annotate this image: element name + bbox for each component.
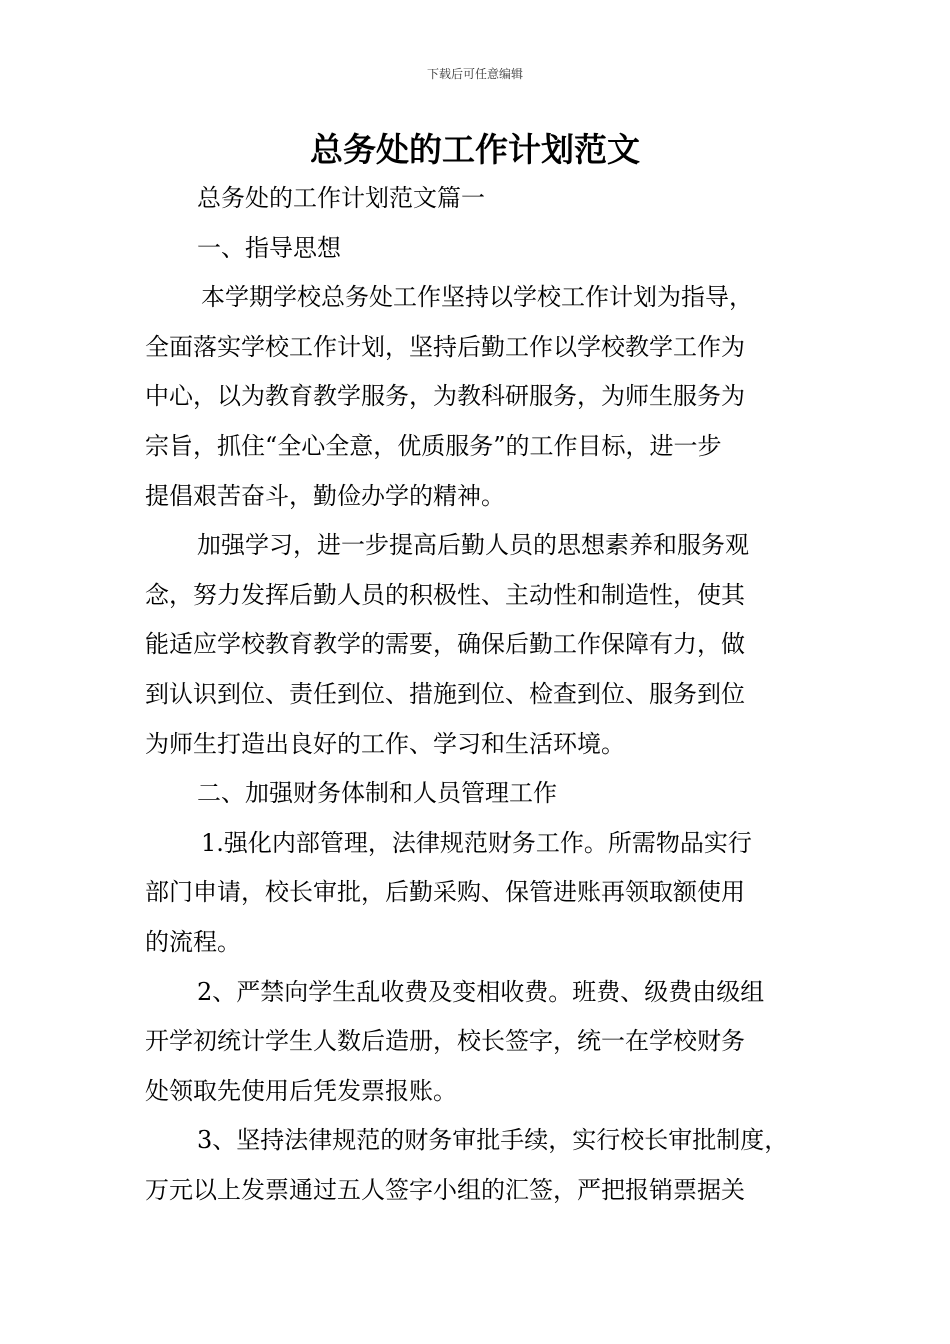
paragraph-line: 加强学习，进一步提高后勤人员的思想素养和服务观 [197,531,749,560]
document-body [145,174,830,1215]
paragraph-line: 本学期学校总务处工作坚持以学校工作计划为指导， [201,283,753,312]
section-heading: 一、指导思想 [197,233,341,262]
paragraph-line: 2、严禁向学生乱收费及变相收费。班费、级费由级组 [197,977,765,1006]
section-heading: 二、加强财务体制和人员管理工作 [197,779,557,808]
paragraph-line: 的流程。 [145,927,241,956]
paragraph-line: 念，努力发挥后勤人员的积极性、主动性和制造性，使其 [145,580,745,609]
paragraph-line: 能适应学校教育教学的需要，确保后勤工作保障有力，做 [145,630,745,659]
paragraph-line: 1.强化内部管理，法律规范财务工作。所需物品实行 [201,828,752,857]
paragraph-line: 开学初统计学生人数后造册，校长签字，统一在学校财务 [145,1027,745,1056]
paragraph-line: 提倡艰苦奋斗，勤俭办学的精神。 [145,481,505,510]
document-title: 总务处的工作计划范文 [310,130,640,169]
paragraph-line: 全面落实学校工作计划，坚持后勤工作以学校教学工作为 [145,332,745,361]
paragraph-line: 万元以上发票通过五人签字小组的汇签，严把报销票据关 [145,1175,745,1204]
header-note: 下载后可任意编辑 [426,67,523,81]
paragraph-line: 到认识到位、责任到位、措施到位、检查到位、服务到位 [145,679,745,708]
paragraph-line: 为师生打造出良好的工作、学习和生活环境。 [145,729,625,758]
paragraph-line: 部门申请，校长审批，后勤采购、保管进账再领取额使用 [145,878,745,907]
paragraph-line: 3、坚持法律规范的财务审批手续，实行校长审批制度， [197,1126,789,1155]
paragraph-line: 处领取先使用后凭发票报账。 [145,1076,457,1105]
paragraph-line: 宗旨，抓住“全心全意，优质服务”的工作目标，进一步 [145,431,722,460]
paragraph-line: 中心，以为教育教学服务，为教科研服务，为师生服务为 [145,382,745,411]
section-heading: 总务处的工作计划范文篇一 [197,184,485,212]
